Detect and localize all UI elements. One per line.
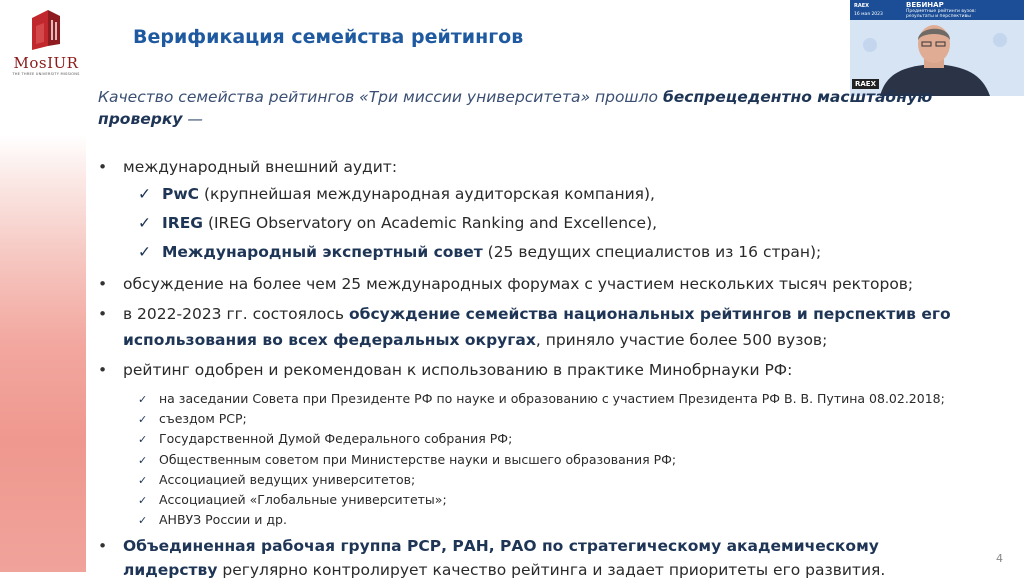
approval-item [138,490,958,510]
lead-emphasis: беспрецедентно масштабную проверку [98,88,933,128]
approval-item [138,409,958,429]
check-icon: ✓ [138,494,148,508]
approval-list-container [98,389,958,530]
approval-item [138,389,958,409]
audit-item [138,180,958,209]
working-group-text: регулярно контролирует качество рейтинга и задает приоритеты его развития. [217,561,886,580]
decorative-gradient-band [0,135,86,572]
approval-text: съездом РСР; [159,411,247,427]
audit-item-desc: (крупнейшая международная аудиторская компания), [199,185,655,203]
lead-text: Качество семейства рейтингов «Три миссии университета» прошло [98,88,663,106]
slide-title: Верификация семейства рейтингов [133,26,524,48]
bullet-list [98,154,958,582]
speaker-tag: RAEX [852,79,879,89]
audit-item-desc: (25 ведущих специалистов из 16 стран); [482,243,822,261]
check-icon: ✓ [138,243,151,261]
check-icon: ✓ [138,514,148,528]
check-icon: ✓ [138,413,148,427]
bullet-audit: • международный внешний аудит: [98,154,958,180]
audit-item [138,238,958,267]
check-icon: ✓ [138,473,148,487]
working-group-emphasis: Объединенная рабочая группа РСР, РАН, РАО по стратегическому академическому лидерству [123,537,879,580]
approval-item [138,429,958,449]
banner-logo: RAEX [854,3,869,9]
bullet-discussion [98,301,958,353]
banner-date: 16 мая 2023 [854,12,883,17]
approval-item [138,470,958,490]
approval-text: Ассоциацией ведущих университетов; [159,471,416,487]
discussion-emphasis: обсуждение семейства национальных рейтингов и перспектив его использования во всех федеральных округах [123,305,951,349]
bullet-approved: • рейтинг одобрен и рекомендован к использованию в практике Минобрнауки РФ: [98,357,958,383]
banner-title: ВЕБИНАР [906,1,944,9]
check-icon: ✓ [138,185,151,203]
discussion-text: в 2022-2023 гг. состоялось [123,305,349,323]
mosiur-logo-mark-icon [22,8,70,52]
lead-paragraph [98,86,958,130]
check-icon: ✓ [138,433,148,447]
approval-text: Общественным советом при Министерстве науки и высшего образования РФ; [159,451,677,467]
audit-item-desc: (IREG Observatory on Academic Ranking and Excellence), [203,214,658,232]
audit-item-name: PwC [162,185,200,203]
audit-list [98,180,958,267]
mosiur-logo [8,8,84,76]
approval-list [98,389,958,530]
approval-text: АНВУЗ России и др. [159,512,287,528]
check-icon: ✓ [138,453,148,467]
slide-content [98,86,958,582]
audit-item [138,209,958,238]
check-icon: ✓ [138,393,148,406]
approval-text: Государственной Думой Федерального собрания РФ; [159,431,513,447]
approval-text: Ассоциацией «Глобальные университеты»; [159,492,447,508]
bullet-working-group [98,534,958,582]
logo-name: MosIUR [13,54,79,72]
audit-item-name: IREG [162,214,204,232]
approval-item [138,510,958,530]
webinar-video-thumbnail[interactable] [850,0,1024,96]
audit-list-container [98,180,958,267]
lead-tail: — [182,110,203,128]
check-icon: ✓ [138,214,151,232]
banner-subtitle: Предметные рейтинги вузов: результаты и перспективы [906,9,976,19]
audit-item-name: Международный экспертный совет [162,243,483,261]
approval-item [138,450,958,470]
page-number: 4 [996,552,1003,565]
discussion-tail: , приняло участие более 500 вузов; [535,331,828,349]
approval-text: на заседании Совета при Президенте РФ по науке и образованию с участием Президента РФ В. В. Путина 08.02.2018; [159,391,945,406]
logo-subtitle: THE THREE UNIVERSITY MISSIONS [12,72,80,76]
bullet-forums: • обсуждение на более чем 25 международных форумах с участием нескольких тысяч ректоров; [98,271,958,297]
